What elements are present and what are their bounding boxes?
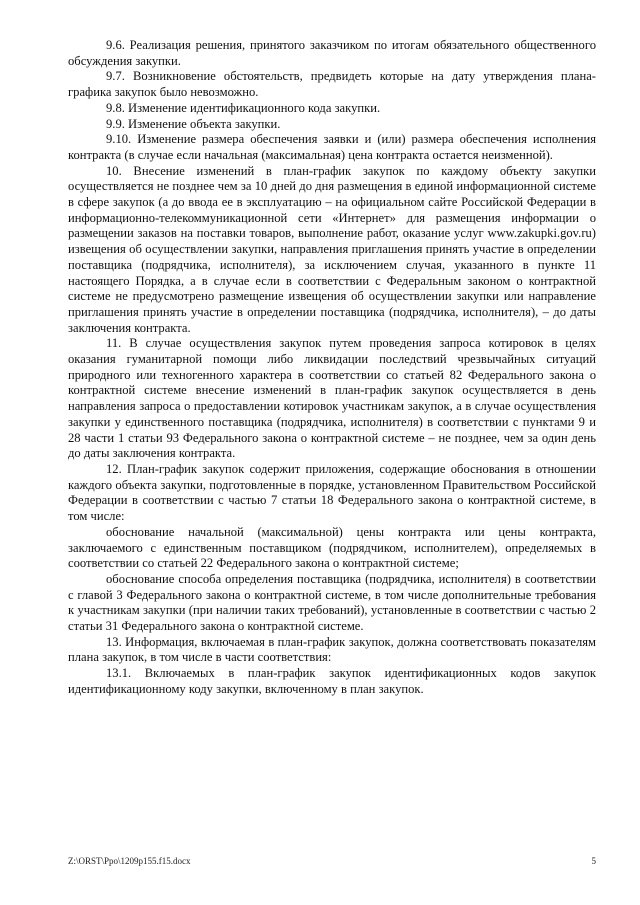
paragraph-10: 10. Внесение изменений в план-график закупок по каждому объекту закупки осуществляется не позднее чем за 10 дней до дня размещения в единой информационной системе в сфере закупок (а до ввода ее в эксплуатацию – на официальном сайте Российской Федерации в информационно-телекоммуникационной сети «Интернет» для размещения информации о размещении заказов на поставки товаров, выполнение работ, оказание услуг www.zakupki.gov.ru) извещения об осуществлении закупки, направления приглашения принять участие в определении поставщика (подрядчика, исполнителя), за исключением случая, указанного в пункте 11 настоящего Порядка, а в случае если в соответствии с Федеральным законом о контрактной системе не предусмотрено размещение извещения об осуществлении закупки или направление приглашения принять участие в определении поставщика (подрядчика, исполнителя), – до даты заключения контракта. <box>68 163 596 335</box>
paragraph-12-method-justification: обоснование способа определения поставщика (подрядчика, исполнителя) в соответствии с главой 3 Федерального закона о контрактной системе, в том числе дополнительные требования к участникам закупки (при наличии таких требований), установленные в соответствии с частью 2 статьи 31 Федерального закона о контрактной системе. <box>68 571 596 634</box>
document-body <box>68 38 596 698</box>
paragraph-9-9: 9.9. Изменение объекта закупки. <box>106 116 281 131</box>
paragraph-12: 12. План-график закупок содержит приложения, содержащие обоснования в отношении каждого объекта закупки, подготовленные в порядке, установленном Правительством Российской Федерации в соответствии с частью 7 статьи 18 Федерального закона о контрактной системе, в том числе: <box>68 461 596 524</box>
paragraph-9-10: 9.10. Изменение размера обеспечения заявки и (или) размера обеспечения исполнения контракта (в случае если начальная (максимальная) цена контракта остается неизменной). <box>68 132 596 162</box>
paragraph-9-7: 9.7. Возникновение обстоятельств, предвидеть которые на дату утверждения плана-графика закупок было невозможно. <box>68 69 596 100</box>
paragraph-13-1: 13.1. Включаемых в план-график закупок идентификационных кодов закупок идентификационному коду закупки, включенному в план закупок. <box>68 666 596 696</box>
paragraph-9-8: 9.8. Изменение идентификационного кода закупки. <box>106 100 381 115</box>
footer-file-path: Z:\ORST\Ppo\1209p155.f15.docx <box>68 856 191 866</box>
paragraph-11: 11. В случае осуществления закупок путем проведения запроса котировок в целях оказания гуманитарной помощи либо ликвидации последствий чрезвычайных ситуаций природного или техногенного характера в соответствии со статьей 82 Федерального закона о контрактной системе внесение изменений в план-график закупок осуществляется в день направления запроса о предоставлении котировок участникам закупок, а в случае осуществления закупки у единственного поставщика (подрядчика, исполнителя) в соответствии с пунктами 9 и 28 части 1 статьи 93 Федерального закона о контрактной системе – не позднее, чем за один день до даты заключения контракта. <box>68 336 596 461</box>
paragraph-13: 13. Информация, включаемая в план-график закупок, должна соответствовать показателям плана закупок, в том числе в части соответствия: <box>68 634 596 665</box>
paragraph-9-6: 9.6. Реализация решения, принятого заказчиком по итогам обязательного общественного обсуждения закупки. <box>68 38 596 68</box>
page-number: 5 <box>591 856 596 866</box>
paragraph-12-price-justification: обоснование начальной (максимальной) цены контракта или цены контракта, заключаемого с единственным поставщиком (подрядчиком, исполнителем), определяемых в соответствии со статьей 22 Федерального закона о контрактной системе; <box>68 524 596 571</box>
